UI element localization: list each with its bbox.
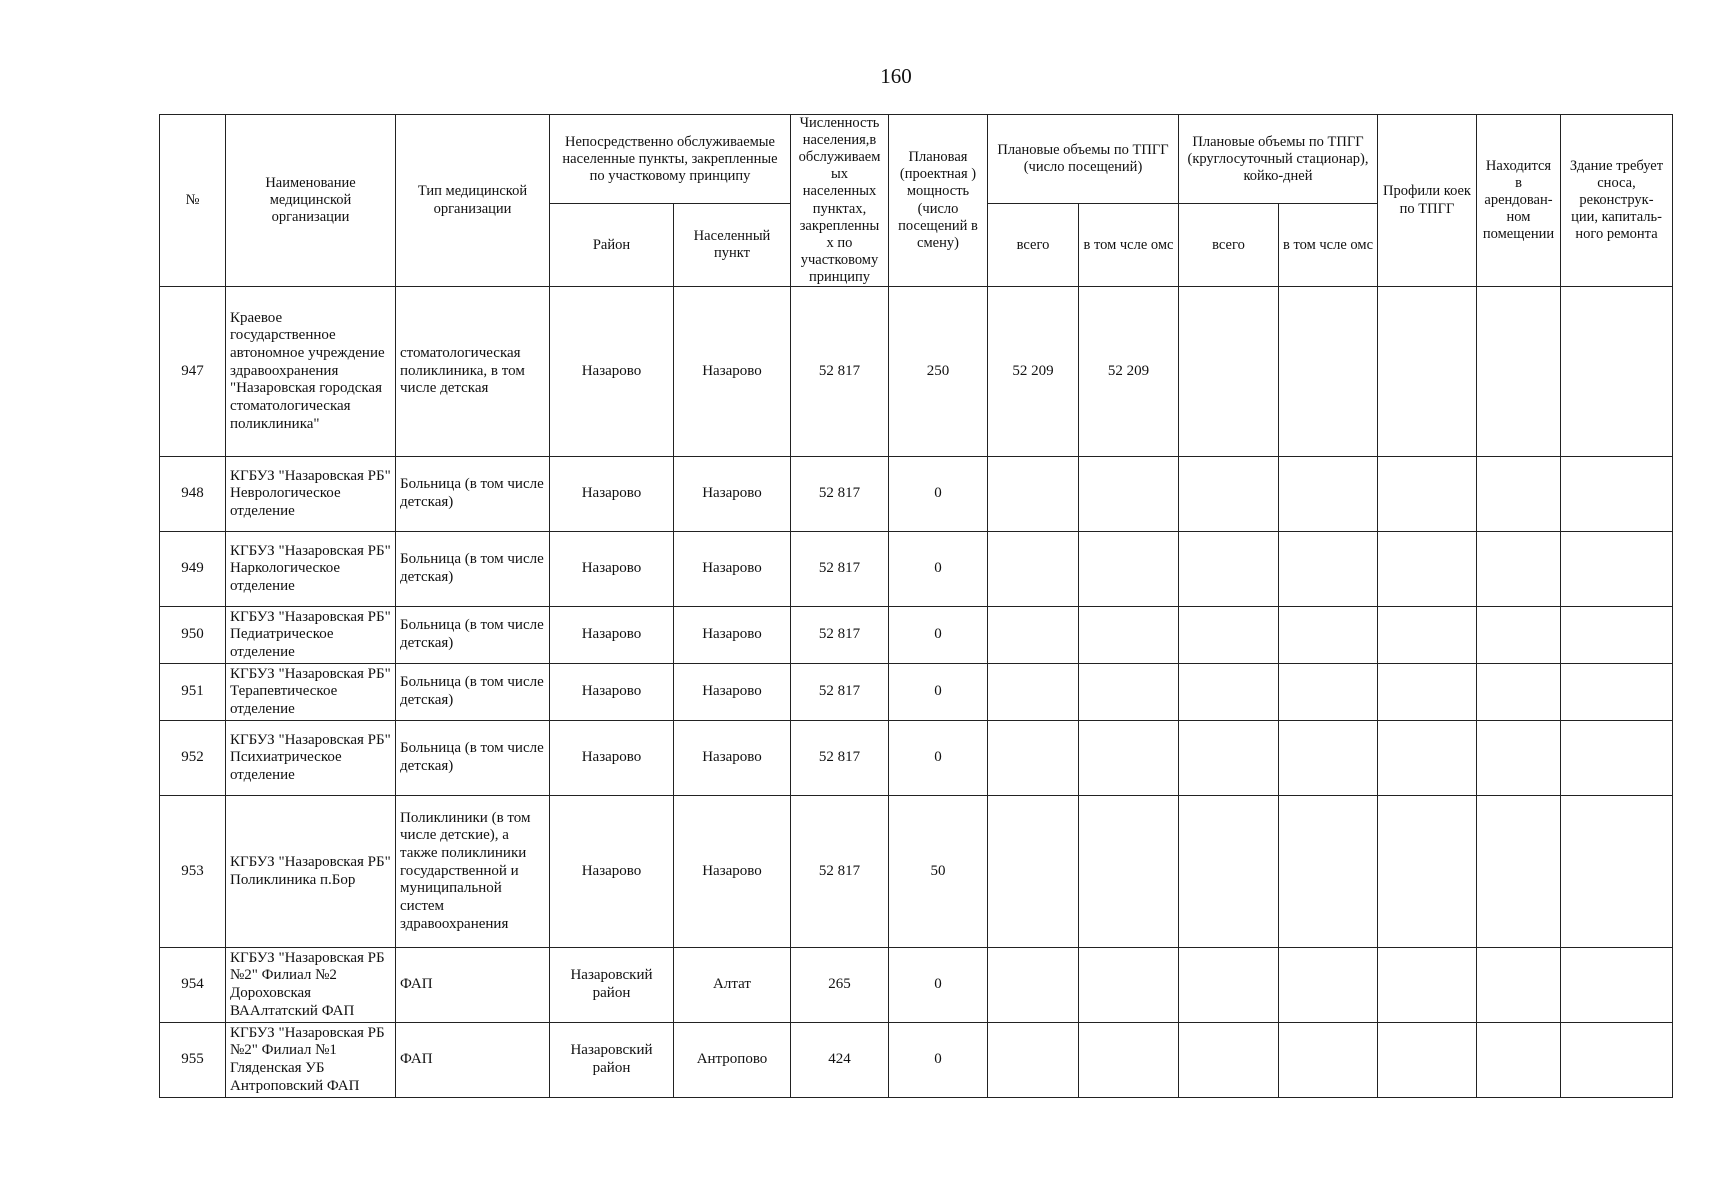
row-capacity: 0 xyxy=(889,664,988,721)
row-visits-oms xyxy=(1079,796,1179,948)
row-bed-profiles xyxy=(1378,664,1477,721)
row-capacity: 0 xyxy=(889,721,988,796)
row-beds-oms xyxy=(1279,607,1378,664)
row-settlement: Назарово xyxy=(674,532,791,607)
row-rented xyxy=(1477,607,1561,664)
table-row xyxy=(160,1023,1716,1098)
row-demolition xyxy=(1561,664,1673,721)
table-row xyxy=(160,721,1716,796)
row-visits-total xyxy=(988,948,1079,1023)
row-district: Назарово xyxy=(550,287,674,457)
row-capacity: 250 xyxy=(889,287,988,457)
row-beds-total xyxy=(1179,796,1279,948)
row-rented xyxy=(1477,1023,1561,1098)
row-org-name: Краевое государственное автономное учреждение здравоохранения "Назаровская городская стоматологическая поликлиника" xyxy=(226,287,396,457)
row-rented xyxy=(1477,287,1561,457)
row-bed-profiles xyxy=(1378,607,1477,664)
row-org-type: Больница (в том числе детская) xyxy=(396,532,550,607)
row-rented xyxy=(1477,948,1561,1023)
row-visits-total xyxy=(988,721,1079,796)
row-num: 948 xyxy=(160,457,226,532)
header-district: Район xyxy=(550,204,674,287)
row-settlement: Антропово xyxy=(674,1023,791,1098)
row-bed-profiles xyxy=(1378,1023,1477,1098)
row-org-name: КГБУЗ "Назаровская РБ" Психиатрическое отделение xyxy=(226,721,396,796)
row-beds-total xyxy=(1179,457,1279,532)
row-beds-oms xyxy=(1279,721,1378,796)
row-district: Назаровский район xyxy=(550,1023,674,1098)
row-demolition xyxy=(1561,287,1673,457)
row-visits-total xyxy=(988,607,1079,664)
row-rented xyxy=(1477,532,1561,607)
row-org-type: Больница (в том числе детская) xyxy=(396,457,550,532)
row-num: 950 xyxy=(160,607,226,664)
row-rented xyxy=(1477,796,1561,948)
header-tpgg-beds: Плановые объемы по ТПГГ (круглосуточный стационар), койко-дней xyxy=(1179,115,1378,204)
row-beds-oms xyxy=(1279,948,1378,1023)
row-beds-total xyxy=(1179,607,1279,664)
row-visits-oms xyxy=(1079,948,1179,1023)
row-beds-oms xyxy=(1279,457,1378,532)
page-number: 160 xyxy=(880,64,912,88)
row-population: 424 xyxy=(791,1023,889,1098)
header-visits-total: всего xyxy=(988,204,1079,287)
row-capacity: 0 xyxy=(889,1023,988,1098)
header-visits-oms: в том чсле омс xyxy=(1079,204,1179,287)
row-demolition xyxy=(1561,532,1673,607)
row-population: 52 817 xyxy=(791,607,889,664)
row-demolition xyxy=(1561,948,1673,1023)
row-beds-total xyxy=(1179,287,1279,457)
header-num: № xyxy=(160,115,226,287)
row-visits-total xyxy=(988,796,1079,948)
row-visits-oms xyxy=(1079,721,1179,796)
row-population: 52 817 xyxy=(791,664,889,721)
row-num: 952 xyxy=(160,721,226,796)
row-visits-total xyxy=(988,1023,1079,1098)
medical-organizations-table xyxy=(159,114,1716,1098)
row-demolition xyxy=(1561,457,1673,532)
row-visits-oms: 52 209 xyxy=(1079,287,1179,457)
row-capacity: 0 xyxy=(889,532,988,607)
row-visits-oms xyxy=(1079,532,1179,607)
row-visits-oms xyxy=(1079,1023,1179,1098)
row-rented xyxy=(1477,457,1561,532)
header-beds-oms: в том чсле омс xyxy=(1279,204,1378,287)
row-bed-profiles xyxy=(1378,796,1477,948)
row-beds-total xyxy=(1179,664,1279,721)
row-org-type: Поликлиники (в том числе детские), а также поликлиники государственной и муниципальной систем здравоохранения xyxy=(396,796,550,948)
row-num: 949 xyxy=(160,532,226,607)
row-settlement: Назарово xyxy=(674,721,791,796)
row-visits-oms xyxy=(1079,607,1179,664)
row-num: 954 xyxy=(160,948,226,1023)
row-settlement: Назарово xyxy=(674,287,791,457)
row-num: 947 xyxy=(160,287,226,457)
row-org-type: стоматологическая поликлиника, в том числе детская xyxy=(396,287,550,457)
row-beds-total xyxy=(1179,532,1279,607)
row-population: 52 817 xyxy=(791,287,889,457)
table-row xyxy=(160,664,1716,721)
row-beds-total xyxy=(1179,721,1279,796)
row-demolition xyxy=(1561,1023,1673,1098)
row-demolition xyxy=(1561,607,1673,664)
row-settlement: Назарово xyxy=(674,607,791,664)
row-visits-total xyxy=(988,532,1079,607)
header-capacity: Плановая (проектная ) мощность (число посещений в смену) xyxy=(889,115,988,287)
row-population: 52 817 xyxy=(791,721,889,796)
header-type: Тип медицинской организации xyxy=(396,115,550,287)
header-bed-profiles: Профили коек по ТПГГ xyxy=(1378,115,1477,287)
row-org-name: КГБУЗ "Назаровская РБ №2" Филиал №1 Гляденская УБ Антроповский ФАП xyxy=(226,1023,396,1098)
header-rented: Находится в арендован- ном помещении xyxy=(1477,115,1561,287)
row-district: Назарово xyxy=(550,457,674,532)
row-org-type: Больница (в том числе детская) xyxy=(396,607,550,664)
row-beds-oms xyxy=(1279,532,1378,607)
row-settlement: Алтат xyxy=(674,948,791,1023)
row-bed-profiles xyxy=(1378,721,1477,796)
row-district: Назарово xyxy=(550,532,674,607)
row-visits-total: 52 209 xyxy=(988,287,1079,457)
row-population: 52 817 xyxy=(791,796,889,948)
table-row xyxy=(160,607,1716,664)
header-settlement: Населенный пункт xyxy=(674,204,791,287)
table-row xyxy=(160,457,1716,532)
row-district: Назаровский район xyxy=(550,948,674,1023)
row-beds-oms xyxy=(1279,287,1378,457)
row-demolition xyxy=(1561,796,1673,948)
row-rented xyxy=(1477,721,1561,796)
row-visits-total xyxy=(988,457,1079,532)
row-demolition xyxy=(1561,721,1673,796)
table-row xyxy=(160,287,1716,457)
row-beds-oms xyxy=(1279,664,1378,721)
row-org-name: КГБУЗ "Назаровская РБ" Неврологическое отделение xyxy=(226,457,396,532)
row-rented xyxy=(1477,664,1561,721)
row-settlement: Назарово xyxy=(674,664,791,721)
row-settlement: Назарово xyxy=(674,457,791,532)
row-bed-profiles xyxy=(1378,287,1477,457)
row-org-name: КГБУЗ "Назаровская РБ" Терапевтическое отделение xyxy=(226,664,396,721)
row-settlement: Назарово xyxy=(674,796,791,948)
header-beds-total: всего xyxy=(1179,204,1279,287)
row-beds-oms xyxy=(1279,1023,1378,1098)
row-visits-oms xyxy=(1079,457,1179,532)
row-num: 955 xyxy=(160,1023,226,1098)
table-row xyxy=(160,532,1716,607)
row-num: 953 xyxy=(160,796,226,948)
header-demolition: Здание требует сноса, реконструк- ции, капиталь- ного ремонта xyxy=(1561,115,1673,287)
row-capacity: 0 xyxy=(889,457,988,532)
row-org-name: КГБУЗ "Назаровская РБ" Педиатрическое отделение xyxy=(226,607,396,664)
row-num: 951 xyxy=(160,664,226,721)
row-beds-total xyxy=(1179,1023,1279,1098)
row-visits-oms xyxy=(1079,664,1179,721)
row-org-name: КГБУЗ "Назаровская РБ" Наркологическое отделение xyxy=(226,532,396,607)
row-org-type: ФАП xyxy=(396,1023,550,1098)
header-population: Численность населения,в обслуживаем ых населенных пунктах, закрепленны х по участковому принципу xyxy=(791,115,889,287)
row-org-name: КГБУЗ "Назаровская РБ" Поликлиника п.Бор xyxy=(226,796,396,948)
row-district: Назарово xyxy=(550,796,674,948)
row-org-type: Больница (в том числе детская) xyxy=(396,664,550,721)
row-district: Назарово xyxy=(550,607,674,664)
row-beds-total xyxy=(1179,948,1279,1023)
row-org-type: Больница (в том числе детская) xyxy=(396,721,550,796)
row-district: Назарово xyxy=(550,664,674,721)
row-org-name: КГБУЗ "Назаровская РБ №2" Филиал №2 Дороховская ВААлтатский ФАП xyxy=(226,948,396,1023)
table-row xyxy=(160,948,1716,1023)
table-row xyxy=(160,796,1716,948)
row-capacity: 50 xyxy=(889,796,988,948)
row-population: 52 817 xyxy=(791,457,889,532)
row-beds-oms xyxy=(1279,796,1378,948)
row-capacity: 0 xyxy=(889,948,988,1023)
row-district: Назарово xyxy=(550,721,674,796)
header-served: Непосредственно обслуживаемые населенные пункты, закрепленные по участковому принципу xyxy=(550,115,791,204)
header-tpgg-visits: Плановые объемы по ТПГГ (число посещений) xyxy=(988,115,1179,204)
row-org-type: ФАП xyxy=(396,948,550,1023)
row-capacity: 0 xyxy=(889,607,988,664)
row-population: 52 817 xyxy=(791,532,889,607)
row-bed-profiles xyxy=(1378,532,1477,607)
row-bed-profiles xyxy=(1378,948,1477,1023)
row-visits-total xyxy=(988,664,1079,721)
row-bed-profiles xyxy=(1378,457,1477,532)
header-name: Наименование медицинской организации xyxy=(226,115,396,287)
row-population: 265 xyxy=(791,948,889,1023)
